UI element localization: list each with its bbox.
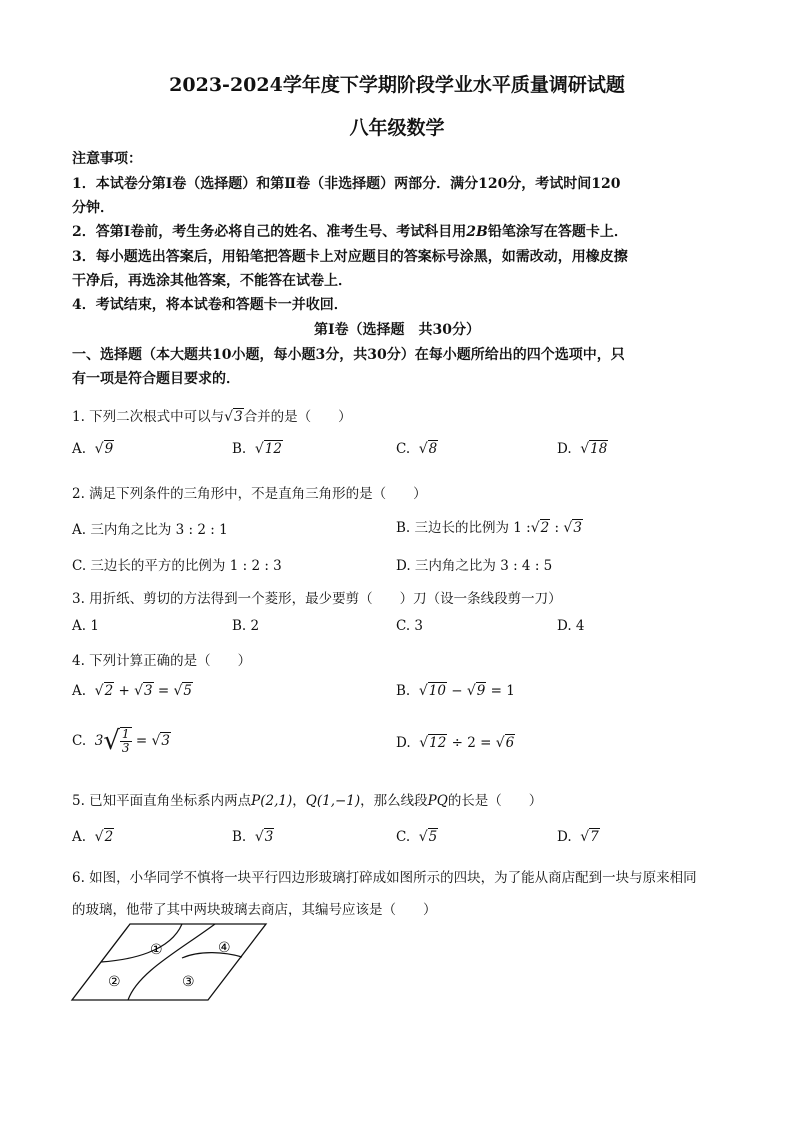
- question-6-line-1: 6. 如图，小华同学不慎将一块平行四边形玻璃打碎成如图所示的四块，为了能从商店配到一块与原来相同: [72, 870, 697, 886]
- q1-option-c[interactable]: C. √8: [396, 441, 438, 457]
- q1-text-end: 合并的是（ ）: [243, 409, 352, 425]
- q3-option-c[interactable]: C. 3: [396, 618, 424, 634]
- q1-option-b[interactable]: B. √12: [232, 441, 282, 457]
- q3-option-b[interactable]: B. 2: [232, 618, 260, 634]
- q5-option-b[interactable]: B. √3: [232, 829, 274, 845]
- crack-line-2: [128, 924, 215, 1000]
- piece-label-2: ②: [108, 974, 121, 990]
- q1-option-a[interactable]: A. √9: [72, 441, 114, 457]
- notice-item-1-line-2: 分钟．: [72, 200, 114, 216]
- q1-text: 1. 下列二次根式中可以与: [72, 409, 225, 425]
- q3-option-d[interactable]: D. 4: [557, 618, 585, 634]
- section-heading-line-1: 一、选择题（本大题共10小题，每小题3分，共30分）在每小题所给出的四个选项中，只: [72, 347, 625, 363]
- section-heading-line-2: 有一项是符合题目要求的．: [72, 371, 240, 387]
- crack-line-3: [182, 953, 242, 958]
- notice-item-3-line-1: 3．每小题选出答案后，用铅笔把答题卡上对应题目的答案标号涂黑，如需改动，用橡皮擦: [72, 249, 628, 265]
- part1-title: 第Ⅰ卷（选择题 共30分）: [313, 322, 481, 338]
- segment-pq: PQ: [427, 793, 448, 809]
- q5-option-c[interactable]: C. √5: [396, 829, 438, 845]
- sqrt-3: √3: [224, 409, 243, 425]
- notice-heading: 注意事项：: [72, 151, 142, 167]
- notice-item-2-text-end: 铅笔涂写在答题卡上．: [487, 224, 628, 240]
- exam-title: 2023-2024学年度下学期阶段学业水平质量调研试题: [169, 74, 625, 96]
- question-3-stem: 3. 用折纸、剪切的方法得到一个菱形，最少要剪（ ）刀（设一条线段剪一刀）: [72, 591, 562, 607]
- notice-item-3-line-2: 干净后，再选涂其他答案，不能答在试卷上．: [72, 273, 352, 289]
- q4-option-d[interactable]: D. √12 ÷ 2 = √6: [396, 735, 515, 751]
- broken-glass-figure: [70, 920, 270, 1004]
- notice-item-2-pencil: 2B: [466, 224, 488, 240]
- q4-option-b[interactable]: B. √10 − √9 = 1: [396, 683, 515, 699]
- q4-option-c[interactable]: C. 3√ $\frac{1}{3}$ = √3: [72, 726, 170, 756]
- q4-option-a[interactable]: A. √2 + √3 = √5: [72, 683, 192, 699]
- q2-option-c[interactable]: C. 三边长的平方的比例为 1 : 2 : 3: [72, 558, 282, 574]
- notice-item-1-line-1: 1．本试卷分第Ⅰ卷（选择题）和第Ⅱ卷（非选择题）两部分．满分120分，考试时间120: [72, 176, 621, 192]
- point-p: P(2,1): [251, 793, 293, 809]
- question-1-stem: [72, 405, 352, 425]
- q2-option-d[interactable]: D. 三内角之比为 3 : 4 : 5: [396, 558, 553, 574]
- question-2-stem: 2. 满足下列条件的三角形中，不是直角三角形的是（ ）: [72, 486, 427, 502]
- q5-option-a[interactable]: A. √2: [72, 829, 114, 845]
- question-5-stem: 5. 已知平面直角坐标系内两点P(2,1)，Q(1,−1)，那么线段PQ的长是（ ）: [72, 793, 543, 809]
- point-q: Q(1,−1): [305, 793, 361, 809]
- piece-label-3: ③: [182, 974, 195, 990]
- notice-item-2: [72, 221, 628, 241]
- notice-item-4: 4．考试结束，将本试卷和答题卡一并收回．: [72, 297, 348, 313]
- q2-option-b[interactable]: B. 三边长的比例为 1 :√2 : √3: [396, 520, 582, 536]
- exam-subtitle: 八年级数学: [349, 117, 445, 139]
- piece-label-1: ①: [150, 942, 163, 958]
- question-6-line-2: 的玻璃，他带了其中两块玻璃去商店，其编号应该是（ ）: [72, 902, 437, 918]
- q5-option-d[interactable]: D. √7: [557, 829, 599, 845]
- notice-item-2-text: 2．答第Ⅰ卷前，考生务必将自己的姓名、准考生号、考试科目用: [72, 224, 467, 240]
- piece-label-4: ④: [218, 940, 231, 956]
- q3-option-a[interactable]: A. 1: [72, 618, 99, 634]
- q2-option-a[interactable]: A. 三内角之比为 3 : 2 : 1: [72, 522, 228, 538]
- question-4-stem: 4. 下列计算正确的是（ ）: [72, 653, 252, 669]
- q1-option-d[interactable]: D. √18: [557, 441, 608, 457]
